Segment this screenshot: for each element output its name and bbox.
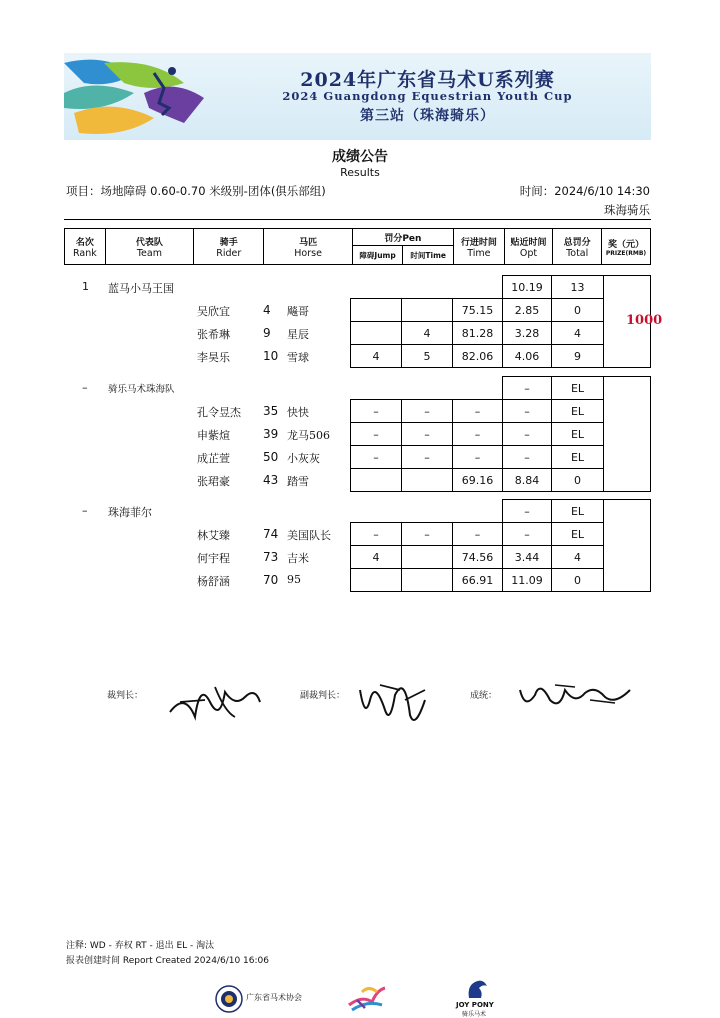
- total-cell: EL: [551, 422, 604, 446]
- team-name: 蓝马小马王国: [108, 282, 174, 295]
- horse-name: 95: [287, 573, 301, 586]
- team-total: EL: [551, 499, 604, 523]
- horse-name: 星辰: [287, 328, 309, 341]
- event-info: 项目：场地障碍 0.60-0.70 米级别-团体(俱乐部组): [66, 184, 326, 198]
- doc-title: 成绩公告: [332, 149, 388, 165]
- deputy-judge-signature: [355, 670, 435, 735]
- team-name: 骑乐马术珠海队: [108, 384, 175, 395]
- rider-number: 39: [263, 427, 279, 441]
- joy-pony-logo-icon: [465, 978, 489, 1000]
- rider-name: 成芷萱: [197, 452, 230, 465]
- time-cell: 75.15: [452, 298, 503, 322]
- team-rank: 1: [82, 280, 89, 293]
- equestrian-banner-graphic: [64, 53, 214, 140]
- opt-cell: 2.85: [502, 298, 552, 322]
- rider-number: 73: [263, 550, 279, 564]
- time-cell: –: [452, 522, 503, 546]
- opt-cell: –: [502, 522, 552, 546]
- horse-name: 吉米: [287, 552, 309, 565]
- opt-cell: –: [502, 399, 552, 423]
- timepen-cell: –: [401, 399, 453, 423]
- jump-cell: [350, 321, 402, 345]
- time-cell: –: [452, 445, 503, 469]
- col-prize: 奖（元） PRIZE(RMB): [602, 229, 651, 265]
- jump-cell: –: [350, 445, 402, 469]
- jump-cell: –: [350, 422, 402, 446]
- time-cell: 66.91: [452, 568, 503, 592]
- rider-number: 10: [263, 349, 279, 363]
- jump-cell: [350, 468, 402, 492]
- joy-pony-name: JOY PONY: [456, 1001, 494, 1009]
- jump-cell: –: [350, 522, 402, 546]
- opt-cell: 8.84: [502, 468, 552, 492]
- opt-cell: 4.06: [502, 344, 552, 368]
- team-name: 珠海菲尔: [108, 506, 152, 519]
- rider-name: 何宇程: [197, 552, 230, 565]
- team-total: EL: [551, 376, 604, 400]
- rider-name: 林艾臻: [197, 529, 230, 542]
- col-jump: 障碍Jump: [352, 246, 403, 265]
- banner-title-cn: 2024年广东省马术U系列赛: [300, 69, 555, 91]
- jump-cell: [350, 298, 402, 322]
- rider-name: 杨舒涵: [197, 575, 230, 588]
- total-cell: 9: [551, 344, 604, 368]
- timepen-cell: –: [401, 522, 453, 546]
- time-cell: –: [452, 399, 503, 423]
- timepen-cell: –: [401, 445, 453, 469]
- col-opt: 贴近时间 Opt: [504, 229, 553, 265]
- horse-name: 龙马506: [287, 429, 330, 442]
- horse-name: 小灰灰: [287, 452, 320, 465]
- horse-name: 美国队长: [287, 529, 331, 542]
- total-cell: EL: [551, 445, 604, 469]
- opt-cell: –: [502, 445, 552, 469]
- total-cell: 0: [551, 568, 604, 592]
- event-venue: 珠海骑乐: [604, 203, 650, 217]
- time-cell: 74.56: [452, 545, 503, 569]
- scorer-signature: [515, 675, 635, 715]
- jump-cell: 4: [350, 344, 402, 368]
- col-rider: 骑手 Rider: [194, 229, 264, 265]
- footer-created: 报表创建时间 Report Created 2024/6/10 16:06: [66, 956, 269, 966]
- rider-name: 吴欣宜: [197, 305, 230, 318]
- timepen-cell: 5: [401, 344, 453, 368]
- rider-number: 35: [263, 404, 279, 418]
- total-cell: 4: [551, 321, 604, 345]
- jump-cell: [350, 568, 402, 592]
- rider-name: 孔令昱杰: [197, 406, 241, 419]
- rider-number: 9: [263, 326, 271, 340]
- rider-name: 张希琳: [197, 328, 230, 341]
- association-name: 广东省马术协会: [246, 993, 302, 1002]
- divider: [64, 219, 651, 220]
- timepen-cell: –: [401, 422, 453, 446]
- rider-number: 4: [263, 303, 271, 317]
- chief-judge-signature: [165, 672, 265, 727]
- team-opt: –: [502, 499, 552, 523]
- team-opt: 10.19: [502, 275, 552, 299]
- timepen-cell: [401, 468, 453, 492]
- rider-name: 张珺豪: [197, 475, 230, 488]
- jump-cell: –: [350, 399, 402, 423]
- footer-notes: 注释: WD - 弃权 RT - 退出 EL - 淘汰: [66, 941, 215, 951]
- col-team: 代表队 Team: [105, 229, 193, 265]
- rider-number: 70: [263, 573, 279, 587]
- timepen-cell: [401, 568, 453, 592]
- timepen-cell: [401, 298, 453, 322]
- time-cell: –: [452, 422, 503, 446]
- chief-judge-label: 裁判长：: [107, 691, 144, 701]
- team-opt: –: [502, 376, 552, 400]
- opt-cell: –: [502, 422, 552, 446]
- horse-name: 快快: [287, 406, 309, 419]
- total-cell: EL: [551, 399, 604, 423]
- header-banner: [64, 53, 651, 140]
- timepen-cell: 4: [401, 321, 453, 345]
- total-cell: 4: [551, 545, 604, 569]
- cup-logo-icon: [347, 980, 387, 1015]
- rider-name: 申紫煊: [197, 429, 230, 442]
- rider-name: 李昊乐: [197, 351, 230, 364]
- col-total: 总罚分 Total: [553, 229, 602, 265]
- scorer-label: 成统：: [470, 691, 498, 701]
- prize-box: [603, 376, 651, 492]
- association-seal-icon: [215, 985, 243, 1013]
- team-rank: –: [82, 504, 88, 517]
- results-header: [64, 228, 651, 265]
- prize-box: [603, 499, 651, 592]
- doc-subtitle: Results: [340, 166, 380, 179]
- time-cell: 82.06: [452, 344, 503, 368]
- time-cell: 69.16: [452, 468, 503, 492]
- col-time: 行进时间 Time: [454, 229, 505, 265]
- time-cell: 81.28: [452, 321, 503, 345]
- col-pen: 罚分Pen: [352, 229, 453, 246]
- opt-cell: 3.28: [502, 321, 552, 345]
- team-total: 13: [551, 275, 604, 299]
- total-cell: 0: [551, 468, 604, 492]
- total-cell: 0: [551, 298, 604, 322]
- col-rank: 名次 Rank: [65, 229, 106, 265]
- team-rank: –: [82, 381, 88, 394]
- horse-name: 雪球: [287, 351, 309, 364]
- col-timepen: 时间Time: [403, 246, 454, 265]
- horse-name: 飚哥: [287, 305, 309, 318]
- deputy-judge-label: 副裁判长：: [300, 691, 346, 701]
- rider-number: 50: [263, 450, 279, 464]
- joy-pony-name-cn: 骑乐马术: [462, 1011, 487, 1018]
- horse-name: 踏雪: [287, 475, 309, 488]
- banner-title-en: 2024 Guangdong Equestrian Youth Cup: [282, 89, 573, 103]
- prize-amount: 1000: [626, 313, 663, 328]
- banner-stage: 第三站（珠海骑乐）: [360, 108, 495, 124]
- rider-number: 74: [263, 527, 279, 541]
- timepen-cell: [401, 545, 453, 569]
- jump-cell: 4: [350, 545, 402, 569]
- event-time: 时间：2024/6/10 14:30: [519, 184, 650, 198]
- opt-cell: 3.44: [502, 545, 552, 569]
- total-cell: EL: [551, 522, 604, 546]
- rider-number: 43: [263, 473, 279, 487]
- opt-cell: 11.09: [502, 568, 552, 592]
- col-horse: 马匹 Horse: [264, 229, 352, 265]
